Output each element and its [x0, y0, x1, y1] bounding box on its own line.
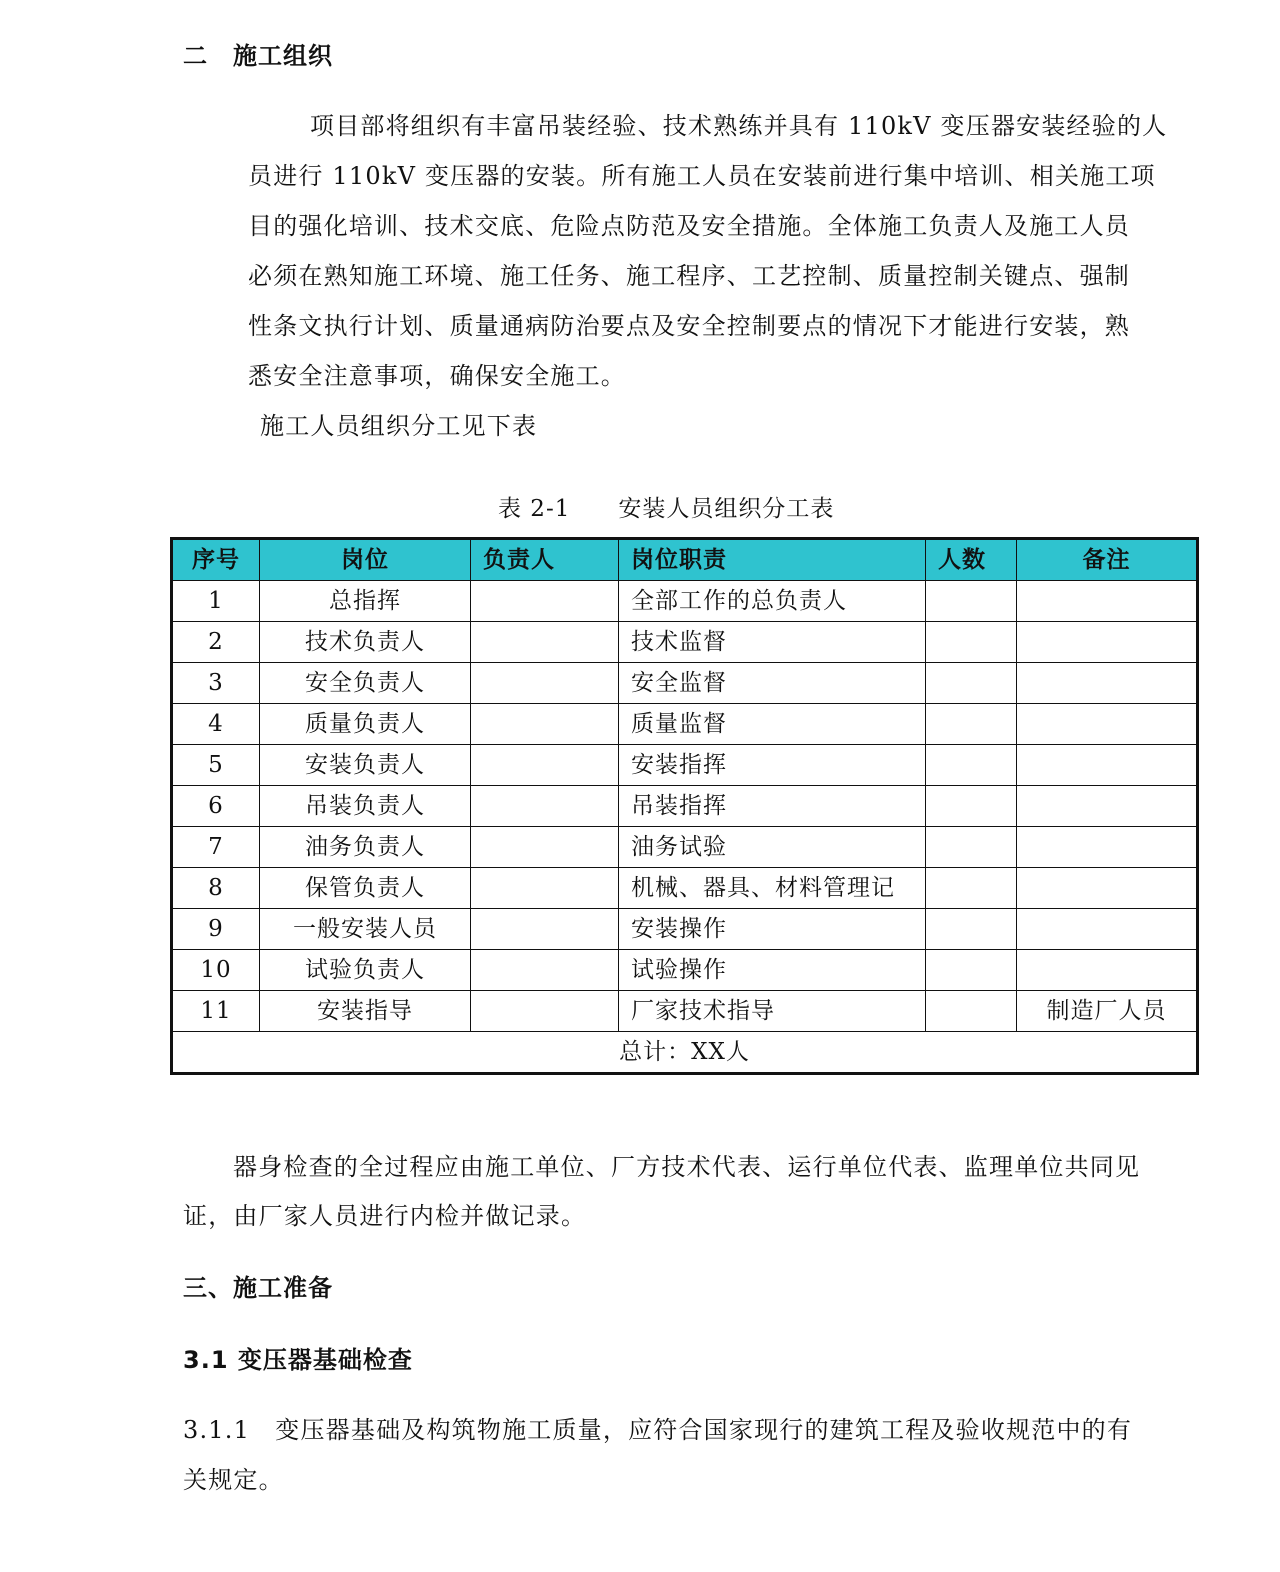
- cell-duty: 机械、器具、材料管理记: [619, 868, 926, 909]
- cell-duty: 安全监督: [619, 663, 926, 704]
- cell-remark: [1017, 868, 1198, 909]
- cell-person: [471, 786, 619, 827]
- header-person: 负责人: [471, 539, 619, 581]
- table-row: [172, 991, 1198, 1032]
- cell-count: [926, 622, 1017, 663]
- cell-remark: [1017, 950, 1198, 991]
- table-row: [172, 909, 1198, 950]
- header-remark: 备注: [1017, 539, 1198, 581]
- cell-remark: [1017, 704, 1198, 745]
- cell-count: [926, 704, 1017, 745]
- cell-count: [926, 868, 1017, 909]
- cell-position: 安全负责人: [260, 663, 471, 704]
- cell-remark: [1017, 622, 1198, 663]
- paragraph-line: 目的强化培训、技术交底、危险点防范及安全措施。全体施工负责人及施工人员: [248, 212, 1130, 240]
- table-row: [172, 827, 1198, 868]
- paragraph-line: 项目部将组织有丰富吊装经验、技术熟练并具有 110kV 变压器安装经验的人: [310, 112, 1168, 140]
- table-row: [172, 663, 1198, 704]
- cell-duty: 安装操作: [619, 909, 926, 950]
- cell-index: 3: [172, 663, 260, 704]
- section-heading: 二 施工组织: [183, 42, 333, 70]
- cell-position: 技术负责人: [260, 622, 471, 663]
- clause-line: 3.1.1 变压器基础及构筑物施工质量，应符合国家现行的建筑工程及验收规范中的有: [183, 1416, 1133, 1444]
- cell-duty: 安装指挥: [619, 745, 926, 786]
- cell-remark: [1017, 786, 1198, 827]
- cell-person: [471, 909, 619, 950]
- paragraph-line: 悉安全注意事项，确保安全施工。: [248, 362, 626, 390]
- cell-index: 10: [172, 950, 260, 991]
- table-row: [172, 704, 1198, 745]
- cell-count: [926, 827, 1017, 868]
- paragraph-line: 必须在熟知施工环境、施工任务、施工程序、工艺控制、质量控制关键点、强制: [248, 262, 1130, 290]
- cell-count: [926, 909, 1017, 950]
- cell-duty: 油务试验: [619, 827, 926, 868]
- cell-person: [471, 991, 619, 1032]
- staff-table: [170, 537, 1199, 1075]
- cell-position: 总指挥: [260, 581, 471, 622]
- cell-index: 2: [172, 622, 260, 663]
- table-row: [172, 950, 1198, 991]
- cell-person: [471, 745, 619, 786]
- cell-duty: 技术监督: [619, 622, 926, 663]
- table-total-row: [172, 1032, 1198, 1074]
- cell-remark: [1017, 909, 1198, 950]
- paragraph-line: 证，由厂家人员进行内检并做记录。: [183, 1202, 587, 1230]
- cell-person: [471, 827, 619, 868]
- cell-duty: 试验操作: [619, 950, 926, 991]
- cell-position: 吊装负责人: [260, 786, 471, 827]
- paragraph-line: 器身检查的全过程应由施工单位、厂方技术代表、运行单位代表、监理单位共同见: [233, 1153, 1141, 1181]
- cell-duty: 吊装指挥: [619, 786, 926, 827]
- cell-remark: [1017, 745, 1198, 786]
- cell-remark: [1017, 827, 1198, 868]
- cell-index: 6: [172, 786, 260, 827]
- cell-count: [926, 663, 1017, 704]
- table-row: [172, 745, 1198, 786]
- cell-position: 油务负责人: [260, 827, 471, 868]
- cell-index: 4: [172, 704, 260, 745]
- cell-position: 保管负责人: [260, 868, 471, 909]
- cell-position: 质量负责人: [260, 704, 471, 745]
- table-row: [172, 581, 1198, 622]
- cell-position: 一般安装人员: [260, 909, 471, 950]
- header-index: 序号: [172, 539, 260, 581]
- cell-person: [471, 868, 619, 909]
- cell-index: 8: [172, 868, 260, 909]
- cell-person: [471, 622, 619, 663]
- table-row: [172, 868, 1198, 909]
- cell-position: 试验负责人: [260, 950, 471, 991]
- sub-section-heading: 3.1 变压器基础检查: [183, 1346, 413, 1374]
- cell-duty: 厂家技术指导: [619, 991, 926, 1032]
- table-intro-text: 施工人员组织分工见下表: [260, 412, 538, 440]
- cell-count: [926, 581, 1017, 622]
- section-heading: 三、施工准备: [183, 1274, 333, 1302]
- cell-index: 7: [172, 827, 260, 868]
- cell-person: [471, 950, 619, 991]
- cell-person: [471, 581, 619, 622]
- table-caption: 表 2-1 安装人员组织分工表: [498, 496, 835, 522]
- cell-duty: 全部工作的总负责人: [619, 581, 926, 622]
- header-position: 岗位: [260, 539, 471, 581]
- cell-index: 5: [172, 745, 260, 786]
- paragraph-line: 性条文执行计划、质量通病防治要点及安全控制要点的情况下才能进行安装，熟: [248, 312, 1130, 340]
- table-total: 总计：XX人: [172, 1032, 1198, 1074]
- table-row: [172, 786, 1198, 827]
- cell-position: 安装负责人: [260, 745, 471, 786]
- header-duty: 岗位职责: [619, 539, 926, 581]
- table-header-row: [172, 539, 1198, 581]
- table-row: [172, 622, 1198, 663]
- cell-person: [471, 704, 619, 745]
- cell-position: 安装指导: [260, 991, 471, 1032]
- cell-index: 11: [172, 991, 260, 1032]
- cell-count: [926, 991, 1017, 1032]
- cell-remark: [1017, 581, 1198, 622]
- cell-count: [926, 745, 1017, 786]
- header-count: 人数: [926, 539, 1017, 581]
- cell-index: 9: [172, 909, 260, 950]
- cell-person: [471, 663, 619, 704]
- clause-line: 关规定。: [183, 1466, 284, 1494]
- cell-duty: 质量监督: [619, 704, 926, 745]
- cell-remark: [1017, 663, 1198, 704]
- cell-index: 1: [172, 581, 260, 622]
- paragraph-line: 员进行 110kV 变压器的安装。所有施工人员在安装前进行集中培训、相关施工项: [248, 162, 1156, 190]
- cell-count: [926, 786, 1017, 827]
- cell-count: [926, 950, 1017, 991]
- cell-remark: 制造厂人员: [1017, 991, 1198, 1032]
